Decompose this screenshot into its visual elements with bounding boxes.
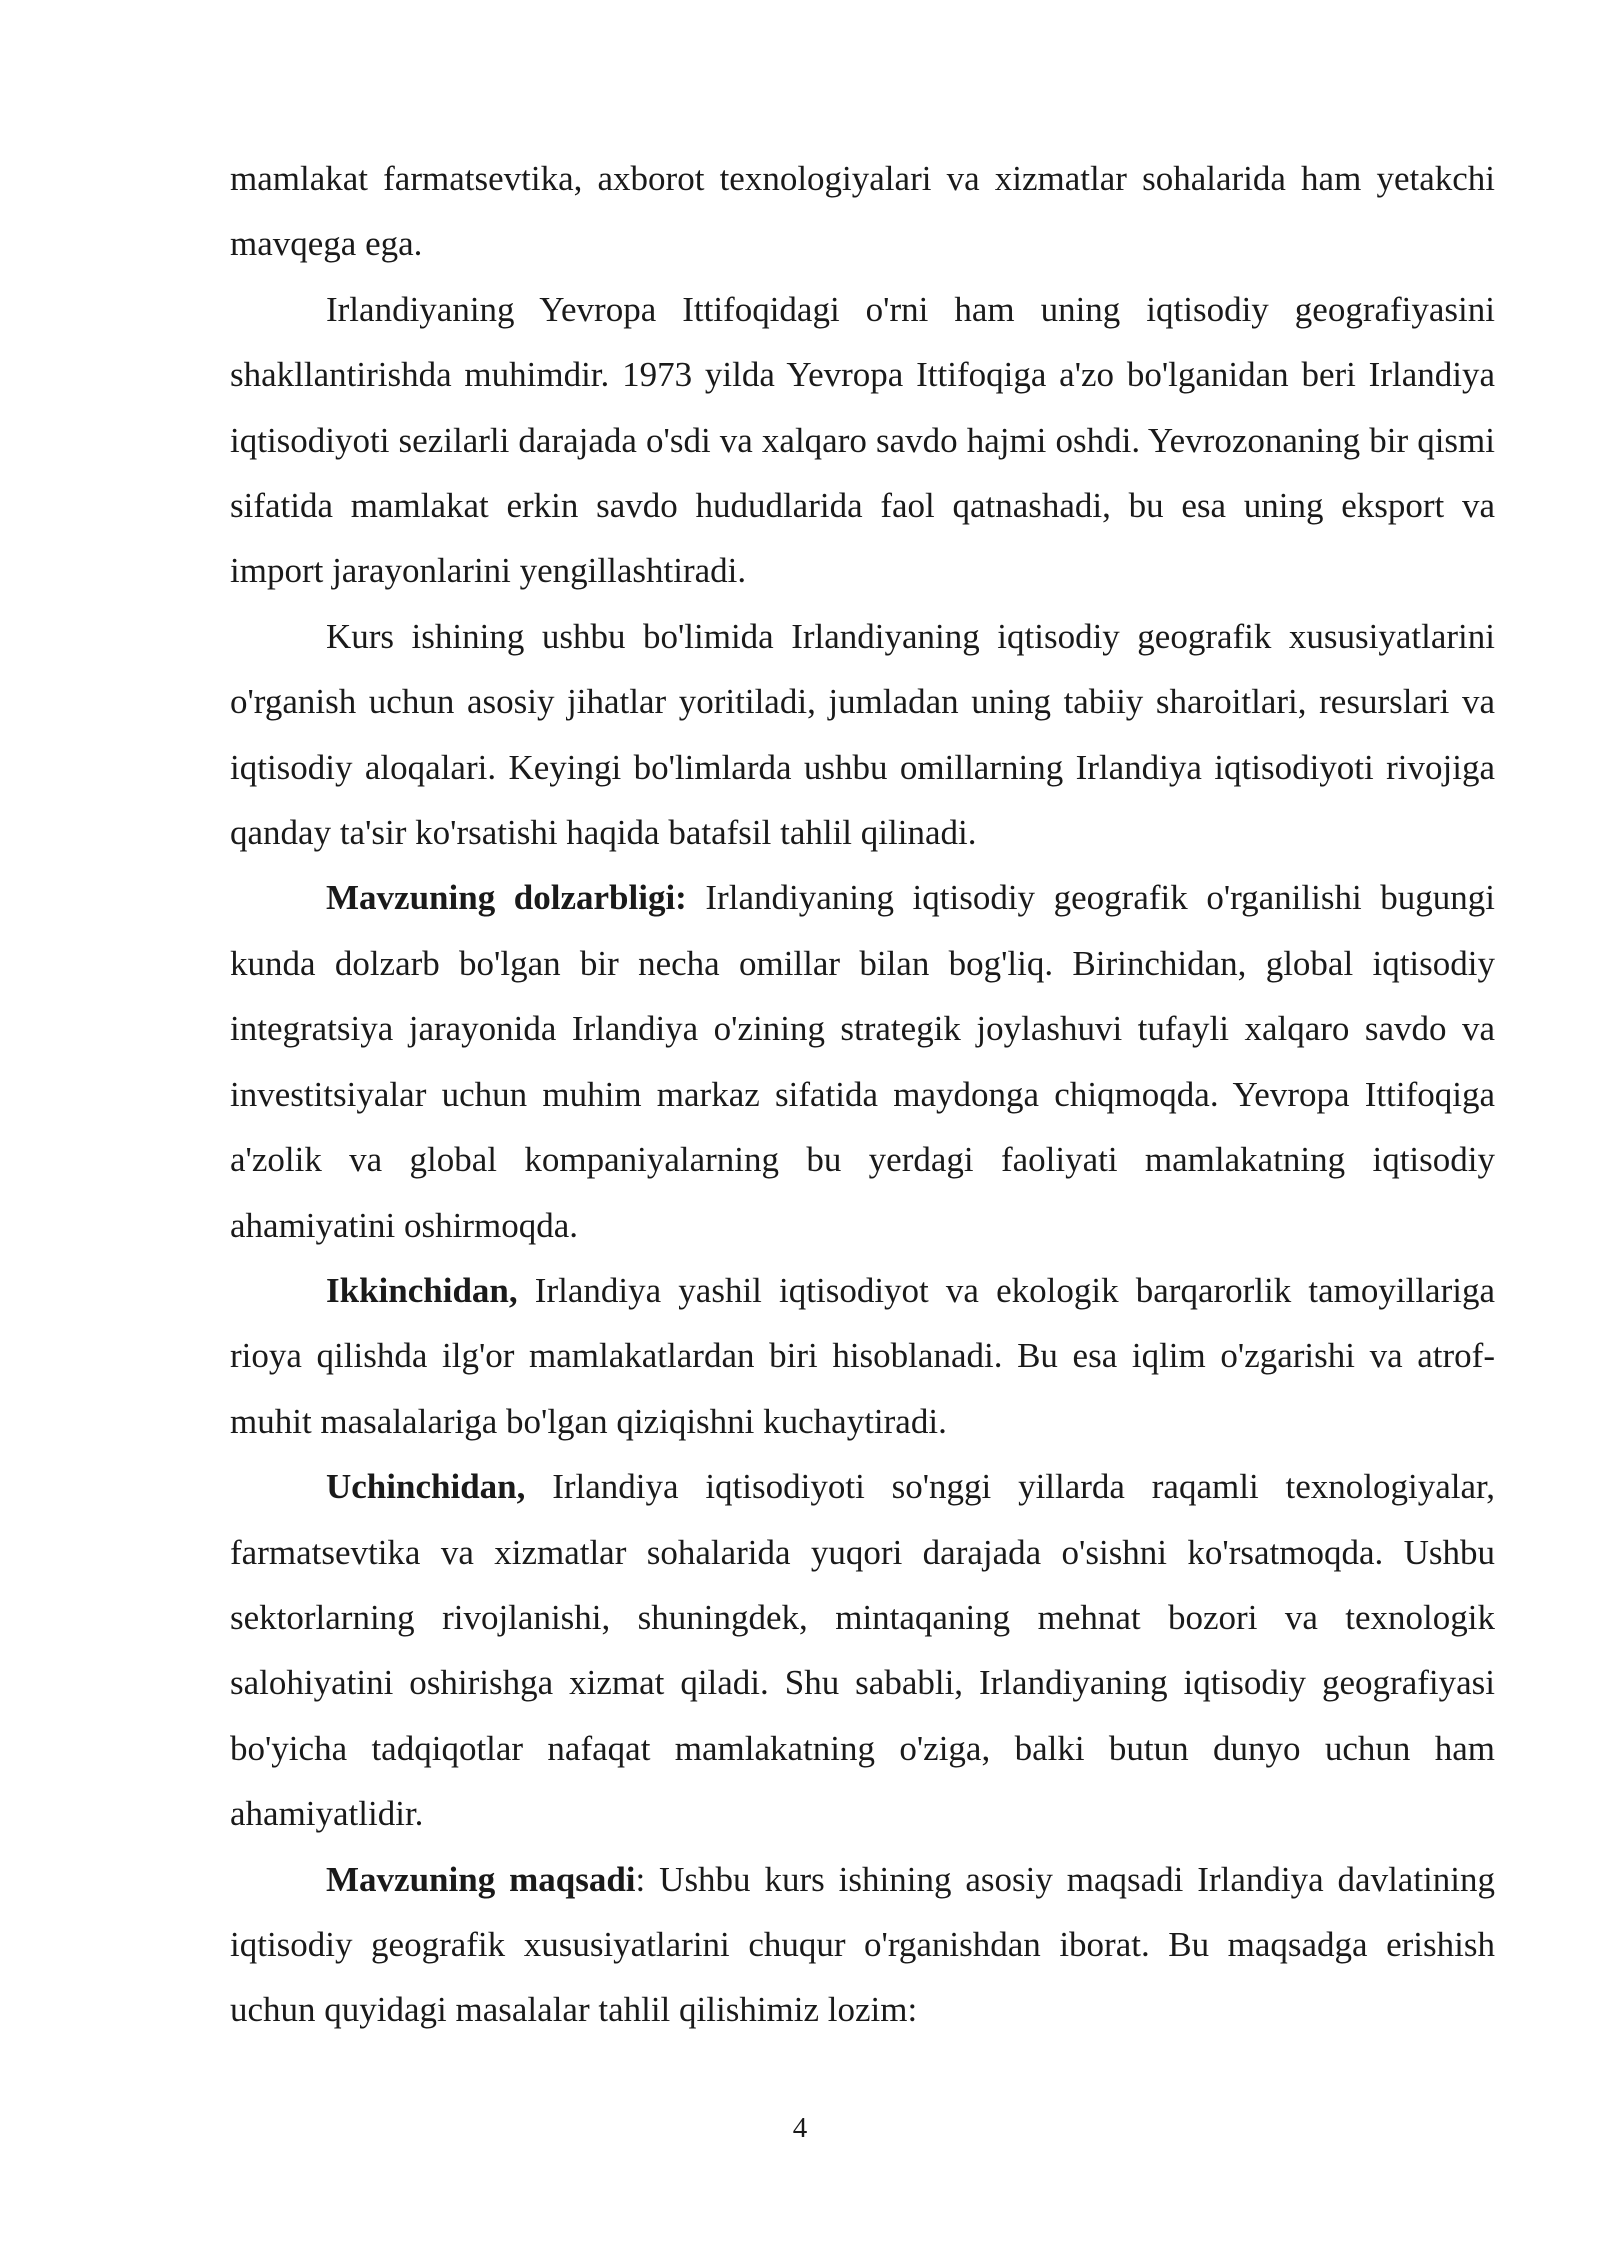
paragraph-eu-role	[230, 277, 1495, 604]
paragraph-lead-bold: Uchinchidan,	[326, 1467, 526, 1507]
paragraph-text: Irlandiyaning iqtisodiy geografik o'rganilishi bugungi kunda dolzarb bo'lgan bir necha omillar bilan bog'liq. Birinchidan, global iqtisodiy integratsiya jarayonida Irlandiya o'zining strategik joylashuvi tufayli xalqaro savdo va investitsiyalar uchun muhim markaz sifatida maydonga chiqmoqda. Yevropa Ittifoqiga a'zolik va global kompaniyalarning bu yerdagi faoliyati mamlakatning iqtisodiy ahamiyatini oshirmoqda.	[230, 878, 1495, 1245]
paragraph-goal	[230, 1847, 1495, 2043]
paragraph-continuation	[230, 146, 1495, 277]
paragraph-section-overview	[230, 604, 1495, 866]
document-page	[230, 146, 1495, 2043]
paragraph-secondly	[230, 1258, 1495, 1454]
paragraph-relevance	[230, 865, 1495, 1257]
page-number: 4	[792, 2112, 808, 2144]
paragraph-text: : Ushbu kurs ishining asosiy maqsadi Irlandiya davlatining iqtisodiy geografik xususiyatlarini chuqur o'rganishdan iborat. Bu maqsadga erishish uchun quyidagi masalalar tahlil qilishimiz lozim:	[230, 1859, 1495, 2030]
paragraph-text: Irlandiya yashil iqtisodiyot va ekologik barqarorlik tamoyillariga rioya qilishda ilg'or mamlakatlardan biri hisoblanadi. Bu esa iqlim o'zgarishi va atrof-muhit masalalariga bo'lgan qiziqishni kuchaytiradi.	[230, 1270, 1495, 1441]
paragraph-lead-bold: Mavzuning dolzarbligi:	[326, 878, 687, 918]
paragraph-text: Irlandiya iqtisodiyoti so'nggi yillarda raqamli texnologiyalar, farmatsevtika va xizmatlar sohalarida yuqori darajada o'sishni ko'rsatmoqda. Ushbu sektorlarning rivojlanishi, shuningdek, mintaqaning mehnat bozori va texnologik salohiyatini oshirishga xizmat qiladi. Shu sababli, Irlandiyaning iqtisodiy geografiyasi bo'yicha tadqiqotlar nafaqat mamlakatning o'ziga, balki butun dunyo uchun ham ahamiyatlidir.	[230, 1467, 1495, 1834]
paragraph-text: mamlakat farmatsevtika, axborot texnologiyalari va xizmatlar sohalarida ham yetakchi mavqega ega.	[230, 159, 1495, 264]
paragraph-thirdly	[230, 1454, 1495, 1846]
paragraph-text: Irlandiyaning Yevropa Ittifoqidagi o'rni ham uning iqtisodiy geografiyasini shakllantirishda muhimdir. 1973 yilda Yevropa Ittifoqiga a'zo bo'lganidan beri Irlandiya iqtisodiyoti sezilarli darajada o'sdi va xalqaro savdo hajmi oshdi. Yevrozonaning bir qismi sifatida mamlakat erkin savdo hududlarida faol qatnashadi, bu esa uning eksport va import jarayonlarini yengillashtiradi.	[230, 289, 1495, 591]
paragraph-text: Kurs ishining ushbu bo'limida Irlandiyaning iqtisodiy geografik xususiyatlarini o'rganish uchun asosiy jihatlar yoritiladi, jumladan uning tabiiy sharoitlari, resurslari va iqtisodiy aloqalari. Keyingi bo'limlarda ushbu omillarning Irlandiya iqtisodiyoti rivojiga qanday ta'sir ko'rsatishi haqida batafsil tahlil qilinadi.	[230, 616, 1495, 853]
paragraph-lead-bold: Ikkinchidan,	[326, 1270, 518, 1310]
paragraph-lead-bold: Mavzuning maqsadi	[326, 1859, 636, 1899]
